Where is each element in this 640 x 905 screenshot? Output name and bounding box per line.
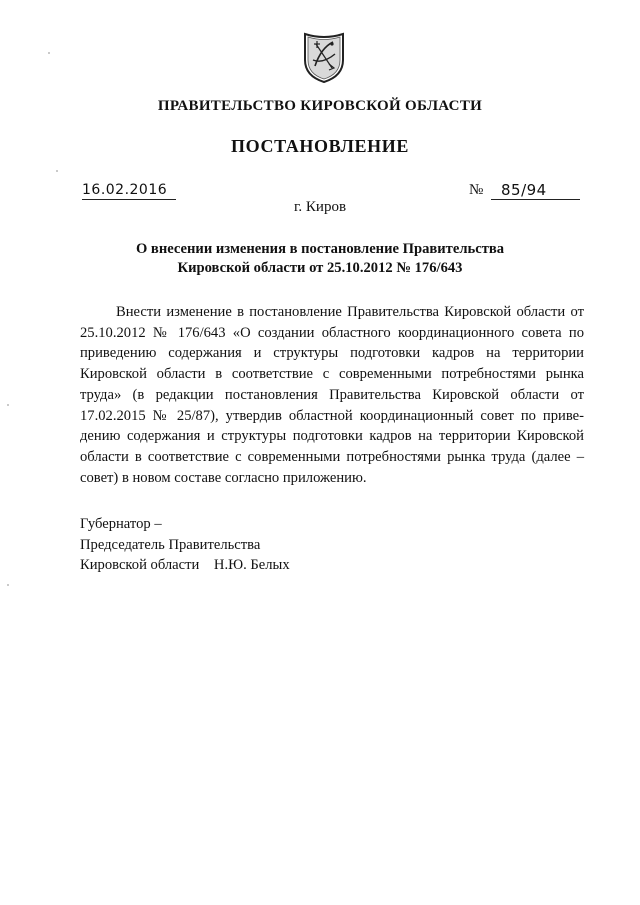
organization-name: ПРАВИТЕЛЬСТВО КИРОВСКОЙ ОБЛАСТИ (157, 98, 483, 114)
document-type: ПОСТАНОВЛЕНИЕ (231, 136, 409, 156)
coat-of-arms-icon (299, 30, 349, 84)
signature-line-3: Кировской области Н.Ю. Белых (80, 557, 290, 573)
signature-block (80, 514, 290, 576)
body-paragraph: Внести изменение в постановление Правительства Кировской области от 25.10.2012 № 176/643 «О создании областного координационного совета по приведению содержания и структуры подготовки кадров на территории Кировской области в соответствие с современными потребностями рынка труда» (в редакции постановления Правительства Кировской области от 17.02.2015 № 25/87), утвердив областной координационный совет по приве-дению содержания и структуры подготовки кадров на территории Кировской области в соответствие с современными потребностями рынка труда (далее – совет) в новом составе согласно приложению. (80, 304, 584, 486)
document-number-block (469, 180, 580, 200)
document-subject (70, 240, 570, 278)
scan-speck (7, 404, 9, 406)
scan-speck (56, 170, 58, 172)
subject-line-2: Кировской области от 25.10.2012 № 176/643 (177, 260, 463, 276)
scan-speck (48, 52, 50, 54)
signature-line-2: Председатель Правительства (80, 536, 261, 553)
scan-speck (7, 584, 9, 586)
signature-line-1: Губернатор – (80, 516, 162, 532)
number-sign: № (469, 182, 484, 198)
subject-line-1: О внесении изменения в постановление Правительства (135, 241, 505, 257)
issue-city: г. Киров (293, 199, 347, 215)
document-date: 16.02.2016 (82, 182, 176, 200)
document-number: 85/94 (501, 181, 547, 199)
